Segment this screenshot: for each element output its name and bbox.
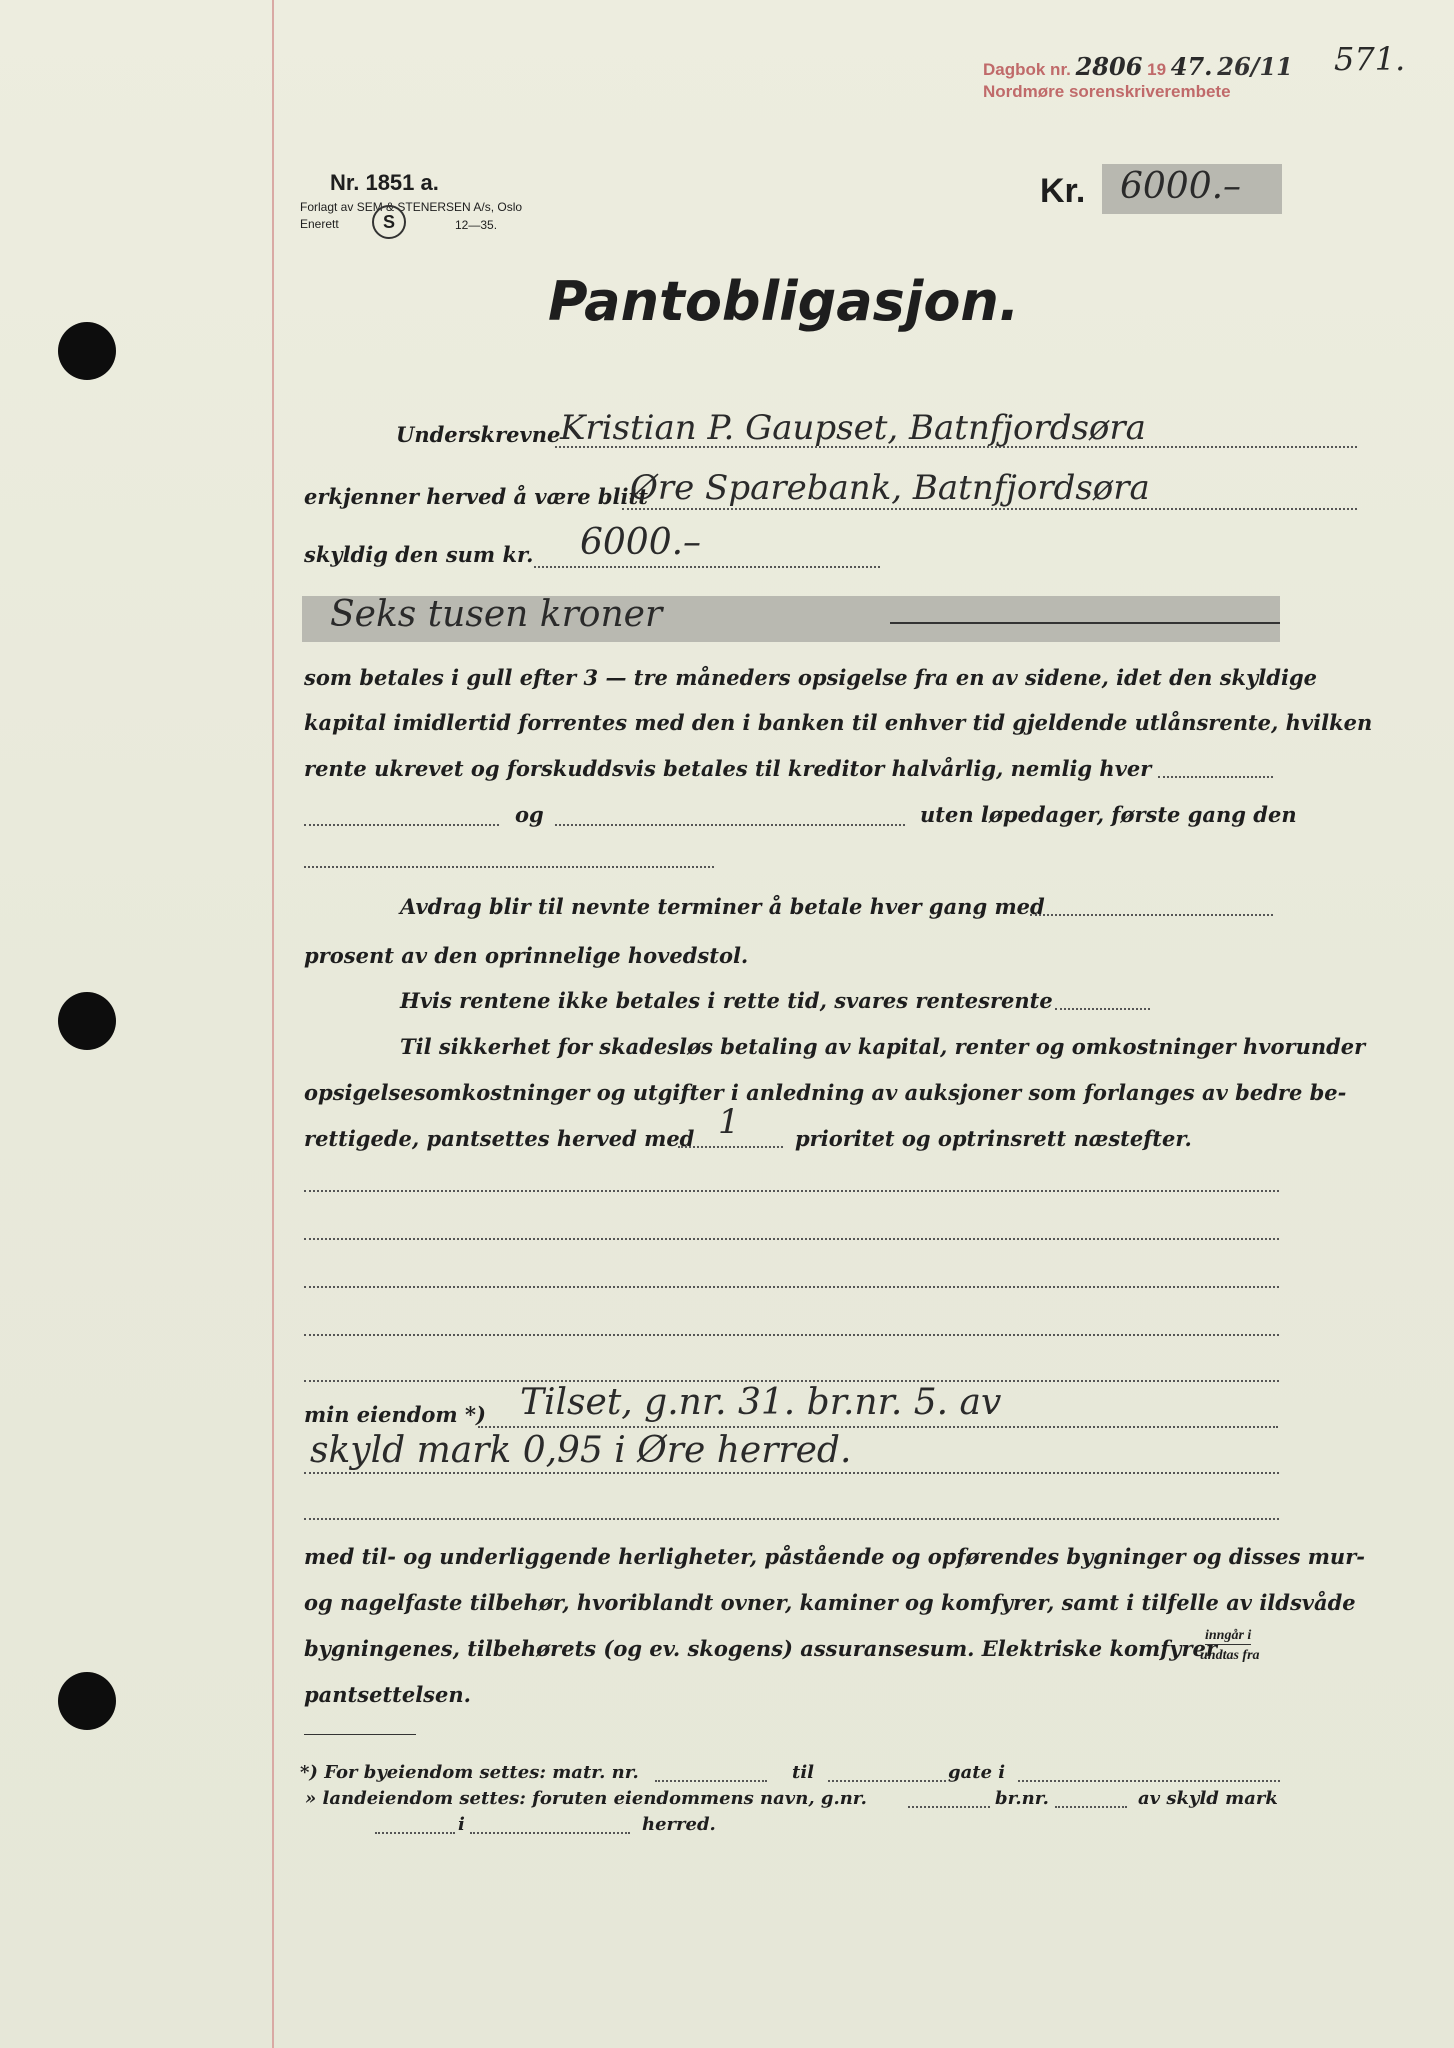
property-value: Tilset, g.nr. 31. br.nr. 5. av (520, 1382, 1002, 1423)
priority-value: 1 (718, 1102, 740, 1142)
body-line: kapital imidlertid forrentes med den i banken til enhver tid gjeldende utlånsrente, hvilken (304, 710, 1373, 735)
appurtenance-line: bygningenes, tilbehørets (og ev. skogens) assuransesum. Elektriske komfyrer (304, 1636, 1217, 1661)
footnote-text: herred. (642, 1814, 716, 1835)
percent-line: prosent av den oprinnelige hovedstol. (304, 943, 749, 968)
rights-text: Enerett (300, 217, 339, 231)
page-number: 571. (1334, 40, 1406, 78)
footnote-field (1018, 1780, 1280, 1782)
amount-label: Kr. (1040, 172, 1086, 210)
pledge-end-word: pantsettelsen. (304, 1682, 471, 1707)
publisher-logo: S (372, 205, 406, 239)
sum-label: skyldig den sum kr. (304, 542, 534, 567)
footnote-field (655, 1780, 767, 1782)
stamp-number: 2806 (1075, 52, 1143, 81)
registry-stamp-line2: Nordmøre sorenskriverembete (983, 82, 1231, 101)
security-line: opsigelsesomkostninger og utgifter i anledning av auksjoner som forlanges av bedre be- (304, 1080, 1347, 1105)
stamp-year: 47. (1170, 52, 1213, 81)
property-label: min eiendom *) (304, 1402, 486, 1427)
registry-stamp-line1 (983, 52, 1293, 81)
footnote-text: gate i (948, 1762, 1006, 1783)
red-margin-line (272, 0, 274, 2048)
creditor-line (622, 508, 1357, 510)
late-interest-line: Hvis rentene ikke betales i rette tid, svares rentesrente (400, 988, 1053, 1013)
undersigned-label: Underskrevne (396, 422, 561, 447)
sum-value: 6000.– (580, 522, 702, 563)
footnote-field (828, 1780, 946, 1782)
footnote-field (470, 1832, 630, 1834)
installment-line-field (1030, 914, 1273, 916)
form-number: Nr. 1851 a. (330, 170, 439, 195)
body-line: rente ukrevet og forskuddsvis betales til kreditor halvårlig, nemlig hver (304, 756, 1152, 781)
creditor-value: Øre Sparebank, Batnfjordsøra (630, 468, 1150, 508)
footnote-text: til (792, 1762, 814, 1783)
option-excluded: undtas fra (1200, 1648, 1260, 1663)
blank-line (304, 1286, 1279, 1288)
blank-line (304, 1334, 1279, 1336)
footnote-text: av skyld mark (1138, 1788, 1278, 1809)
option-included: inngår i (1205, 1628, 1252, 1643)
property-line (478, 1426, 1278, 1428)
priority-text: prioritet og optrinsrett næstefter. (795, 1126, 1192, 1151)
footnote-line: *) For byeiendom settes: matr. nr. (300, 1762, 639, 1783)
stamp-date: 26/11 (1217, 52, 1293, 81)
first-date-line (304, 866, 714, 868)
punch-hole (58, 322, 116, 380)
priority-line (678, 1146, 783, 1148)
security-line: rettigede, pantsettes herved med (304, 1126, 695, 1151)
amount-in-words: Seks tusen kroner (330, 594, 663, 635)
interest-date-line (304, 824, 499, 826)
appurtenance-line: og nagelfaste tilbehør, hvoriblandt ovner, kaminer og komfyrer, samt i tilfelle av ildsvåde (304, 1590, 1356, 1615)
punch-hole (58, 992, 116, 1050)
document-title: Pantobligasjon. (548, 270, 1020, 333)
blank-line (304, 1190, 1279, 1192)
footnote-field (1055, 1806, 1127, 1808)
footnote-rule (304, 1734, 416, 1735)
footnote-line: » landeiendom settes: foruten eiendommens navn, g.nr. (305, 1788, 867, 1809)
amount-value: 6000.– (1120, 166, 1242, 207)
stamp-year-prefix: 19 (1147, 60, 1167, 79)
first-time-text: uten løpedager, første gang den (920, 802, 1297, 827)
edition-text: 12—35. (455, 218, 498, 232)
og-word: og (515, 802, 544, 827)
undersigned-value: Kristian P. Gaupset, Batnfjordsøra (560, 408, 1146, 448)
interest-date-line (1158, 776, 1273, 778)
late-interest-field (1055, 1008, 1150, 1010)
publisher-line: Forlagt av SEM & STENERSEN A/s, Oslo (300, 200, 523, 214)
property-value: skyld mark 0,95 i Øre herred. (310, 1430, 852, 1471)
footnote-field (375, 1832, 455, 1834)
footnote-text: i (458, 1814, 465, 1835)
amount-words-strike (890, 622, 1280, 624)
footnote-field (908, 1806, 990, 1808)
sum-line (534, 566, 880, 568)
stamp-label: Dagbok nr. (983, 60, 1071, 79)
installment-line: Avdrag blir til nevnte terminer å betale hver gang med (400, 894, 1045, 919)
interest-date-line (555, 824, 905, 826)
creditor-label: erkjenner herved å være blitt (304, 484, 648, 509)
appurtenance-line: med til- og underliggende herligheter, påstående og opførendes bygninger og disses mur- (304, 1544, 1365, 1569)
body-line: som betales i gull efter 3 — tre måneders opsigelse fra en av sidene, idet den skyldige (304, 665, 1317, 690)
security-line: Til sikkerhet for skadesløs betaling av kapital, renter og omkostninger hvorunder (400, 1034, 1366, 1059)
property-line (304, 1472, 1279, 1474)
punch-hole (58, 1672, 116, 1730)
blank-line (304, 1518, 1279, 1520)
footnote-text: br.nr. (995, 1788, 1049, 1809)
blank-line (304, 1238, 1279, 1240)
